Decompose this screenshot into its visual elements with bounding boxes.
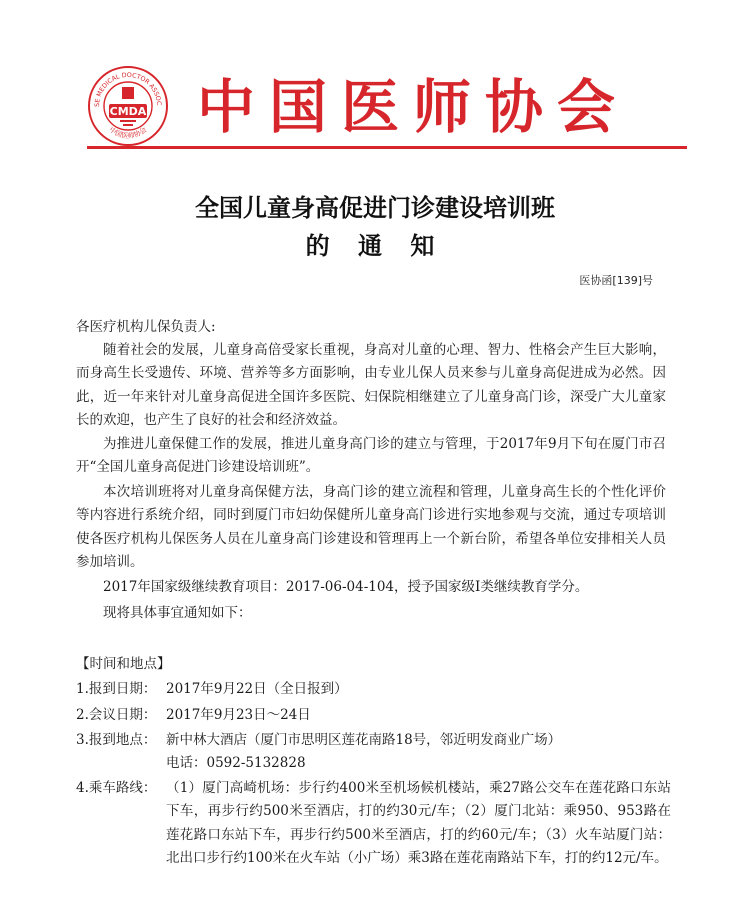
svg-text:CHINESE MEDICAL DOCTOR ASSOCIA: SE MEDICAL DOCTOR ASSOC <box>93 71 163 108</box>
item-value: 电话：0592-5132828 <box>166 755 306 771</box>
salutation: 各医疗机构儿保负责人: <box>76 319 216 335</box>
item-value: 2017年9月23日～24日 <box>166 707 311 723</box>
item-value: 2017年9月22日（全日报到） <box>166 681 348 697</box>
item-value: 新中林大酒店（厦门市思明区莲花南路18号，邻近明发商业广场） <box>166 732 562 748</box>
section-heading: 【时间和地点】 <box>76 656 171 672</box>
item-label: 1.报到日期： <box>76 681 157 697</box>
letterhead-divider <box>87 146 687 149</box>
item-label: 3.报到地点： <box>76 732 157 748</box>
svg-text:中国医师协会: 中国医师协会 <box>107 125 149 141</box>
cmda-seal-logo-icon <box>87 65 169 147</box>
svg-text:CMDA: CMDA <box>109 105 147 118</box>
item-label: 2.会议日期： <box>76 707 157 723</box>
item-label: 4.乘车路线： <box>76 780 157 796</box>
item-value: （1）厦门高崎机场：步行约400米至机场候机楼站，乘27路公交车在莲花路口东站下车，再步行约500米至酒店，打的约30元/车；（2）厦门北站：乘950、953路在莲花路口东站下车，再步行约500米至酒店，打的约60元/车；（3）火车站厦门站：北出口步行约100米在火车站（小广场）乘3路在莲花南路站下车，打的约12元/车。 <box>166 780 671 866</box>
letterhead <box>87 65 687 153</box>
paragraph: 为推进儿童保健工作的发展，推进儿童身高门诊的建立与管理，于2017年9月下旬在厦门市召开“全国儿童身高促进门诊建设培训班”。 <box>76 436 666 476</box>
paragraph: 现将具体事宜通知如下： <box>103 605 252 621</box>
notice-title: 全国儿童身高促进门诊建设培训班 <box>195 194 555 222</box>
paragraph: 2017年国家级继续教育项目：2017-06-04-104，授予国家级I类继续教育学分。 <box>103 579 589 595</box>
notice-title-line2: 的 通 知 <box>305 232 445 260</box>
paragraph: 本次培训班将对儿童身高保健方法，身高门诊的建立流程和管理，儿童身高生长的个性化评价等内容进行系统介绍，同时到厦门市妇幼保健所儿童身高门诊进行实地参观与交流，通过专项培训使各医疗机构儿保医务人员在儿童身高门诊建设和管理再上一个新台阶，希望各单位安排相关人员参加培训。 <box>76 484 666 571</box>
document-number: 医协函[139]号 <box>579 274 653 287</box>
organization-name: 中国医师协会 <box>197 73 630 141</box>
paragraph: 随着社会的发展，儿童身高倍受家长重视，身高对儿童的心理、智力、性格会产生巨大影响，而身高生长受遗传、环境、营养等多方面影响，由专业儿保人员来参与儿童身高促进成为必然。因此，近一年来针对儿童身高促进全国许多医院、妇保院相继建立了儿童身高门诊，深受广大儿童家长的欢迎，也产生了良好的社会和经济效益。 <box>76 342 666 429</box>
